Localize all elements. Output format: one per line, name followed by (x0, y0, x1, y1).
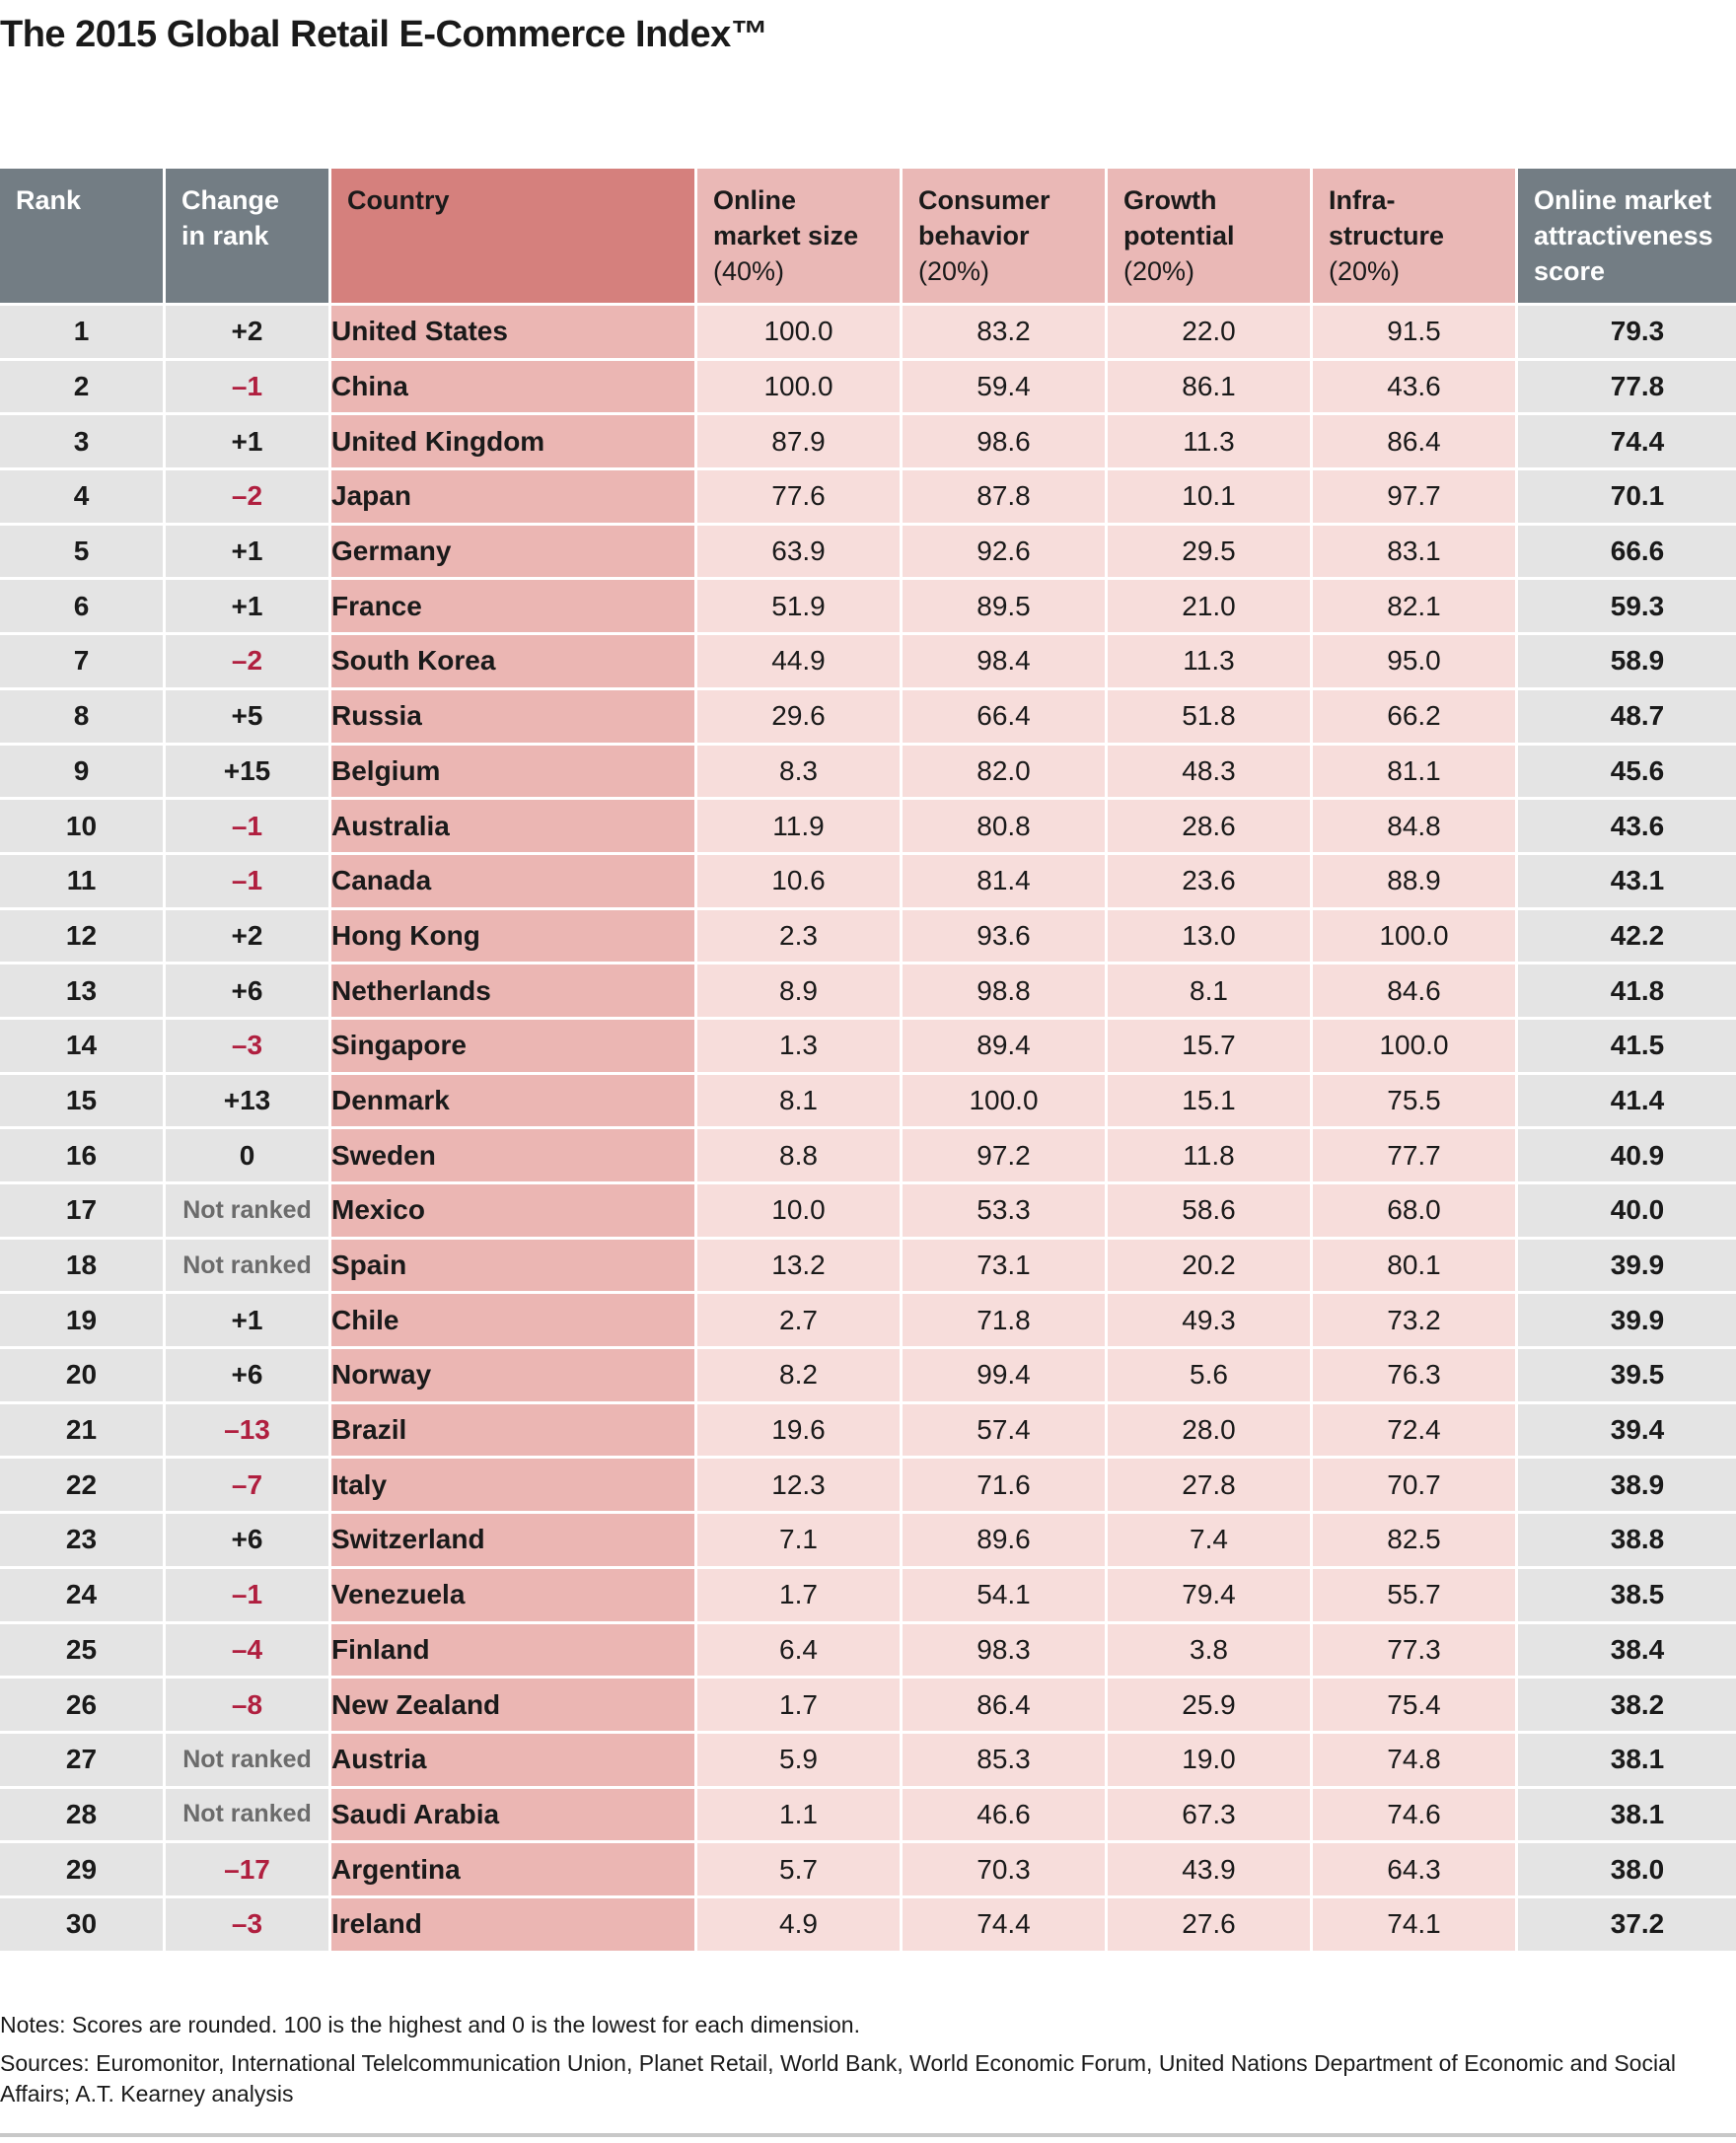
infrastructure-cell: 72.4 (1313, 1404, 1515, 1457)
country-cell: Brazil (331, 1404, 694, 1457)
table-row (0, 1349, 1736, 1401)
market-size-cell: 1.1 (697, 1789, 900, 1841)
score-cell: 38.4 (1518, 1624, 1736, 1677)
score-cell: 59.3 (1518, 580, 1736, 632)
infrastructure-cell: 84.8 (1313, 800, 1515, 852)
country-cell: Hong Kong (331, 910, 694, 963)
country-cell: France (331, 580, 694, 632)
rank-cell: 18 (0, 1240, 163, 1292)
consumer-behavior-cell: 73.1 (903, 1240, 1105, 1292)
score-cell: 39.9 (1518, 1294, 1736, 1346)
country-cell: China (331, 361, 694, 413)
rank-cell: 28 (0, 1789, 163, 1841)
table-row (0, 746, 1736, 798)
market-size-cell: 8.8 (697, 1129, 900, 1181)
header-country: Country (331, 169, 694, 303)
market-size-cell: 8.3 (697, 746, 900, 798)
market-size-cell: 87.9 (697, 415, 900, 467)
market-size-cell: 19.6 (697, 1404, 900, 1457)
score-cell: 39.9 (1518, 1240, 1736, 1292)
market-size-cell: 10.0 (697, 1184, 900, 1237)
country-cell: New Zealand (331, 1679, 694, 1731)
market-size-cell: 44.9 (697, 635, 900, 687)
header-weight: (20%) (918, 256, 990, 286)
consumer-behavior-cell: 99.4 (903, 1349, 1105, 1401)
consumer-behavior-cell: 98.6 (903, 415, 1105, 467)
table-row (0, 1679, 1736, 1731)
country-cell: Japan (331, 470, 694, 523)
market-size-cell: 100.0 (697, 306, 900, 358)
table-row (0, 1569, 1736, 1621)
rank-cell: 2 (0, 361, 163, 413)
table-row (0, 1459, 1736, 1511)
market-size-cell: 10.6 (697, 855, 900, 907)
infrastructure-cell: 43.6 (1313, 361, 1515, 413)
table-row (0, 361, 1736, 413)
table-row (0, 1404, 1736, 1457)
table-row (0, 964, 1736, 1017)
consumer-behavior-cell: 80.8 (903, 800, 1105, 852)
change-cell: +6 (166, 964, 328, 1017)
table-row (0, 1734, 1736, 1786)
change-cell: Not ranked (166, 1184, 328, 1237)
growth-potential-cell: 11.8 (1108, 1129, 1310, 1181)
header-consumer-behavior: Consumer behavior (20%) (903, 169, 1105, 303)
infrastructure-cell: 81.1 (1313, 746, 1515, 798)
growth-potential-cell: 7.4 (1108, 1514, 1310, 1566)
growth-potential-cell: 19.0 (1108, 1734, 1310, 1786)
market-size-cell: 12.3 (697, 1459, 900, 1511)
rank-cell: 10 (0, 800, 163, 852)
market-size-cell: 51.9 (697, 580, 900, 632)
score-cell: 41.5 (1518, 1020, 1736, 1072)
consumer-behavior-cell: 98.8 (903, 964, 1105, 1017)
growth-potential-cell: 10.1 (1108, 470, 1310, 523)
change-cell: –2 (166, 470, 328, 523)
country-cell: Finland (331, 1624, 694, 1677)
rank-cell: 27 (0, 1734, 163, 1786)
infrastructure-cell: 88.9 (1313, 855, 1515, 907)
rank-cell: 3 (0, 415, 163, 467)
growth-potential-cell: 29.5 (1108, 526, 1310, 578)
change-cell: +1 (166, 415, 328, 467)
score-cell: 42.2 (1518, 910, 1736, 963)
country-cell: Canada (331, 855, 694, 907)
growth-potential-cell: 79.4 (1108, 1569, 1310, 1621)
country-cell: Ireland (331, 1898, 694, 1951)
country-cell: Mexico (331, 1184, 694, 1237)
change-cell: –8 (166, 1679, 328, 1731)
score-cell: 38.9 (1518, 1459, 1736, 1511)
growth-potential-cell: 51.8 (1108, 690, 1310, 743)
score-cell: 38.1 (1518, 1789, 1736, 1841)
sources-text: Sources: Euromonitor, International Telelcommunication Union, Planet Retail, World Bank, World Economic Forum, United Nations Department of Economic and Social Affairs; A.T. Kearney analysis (0, 2050, 1676, 2107)
country-cell: Italy (331, 1459, 694, 1511)
market-size-cell: 8.2 (697, 1349, 900, 1401)
infrastructure-cell: 77.3 (1313, 1624, 1515, 1677)
infrastructure-cell: 70.7 (1313, 1459, 1515, 1511)
change-cell: +1 (166, 580, 328, 632)
score-cell: 40.0 (1518, 1184, 1736, 1237)
header-growth-potential: Growth potential (20%) (1108, 169, 1310, 303)
growth-potential-cell: 23.6 (1108, 855, 1310, 907)
rank-cell: 7 (0, 635, 163, 687)
table-header-row (0, 169, 1736, 303)
score-cell: 70.1 (1518, 470, 1736, 523)
country-cell: United States (331, 306, 694, 358)
infrastructure-cell: 91.5 (1313, 306, 1515, 358)
growth-potential-cell: 22.0 (1108, 306, 1310, 358)
growth-potential-cell: 25.9 (1108, 1679, 1310, 1731)
growth-potential-cell: 67.3 (1108, 1789, 1310, 1841)
rank-cell: 1 (0, 306, 163, 358)
infrastructure-cell: 74.8 (1313, 1734, 1515, 1786)
change-cell: –1 (166, 1569, 328, 1621)
country-cell: Saudi Arabia (331, 1789, 694, 1841)
growth-potential-cell: 15.7 (1108, 1020, 1310, 1072)
score-cell: 58.9 (1518, 635, 1736, 687)
growth-potential-cell: 49.3 (1108, 1294, 1310, 1346)
consumer-behavior-cell: 98.4 (903, 635, 1105, 687)
rank-cell: 8 (0, 690, 163, 743)
growth-potential-cell: 28.6 (1108, 800, 1310, 852)
change-cell: –17 (166, 1843, 328, 1895)
market-size-cell: 5.7 (697, 1843, 900, 1895)
country-cell: United Kingdom (331, 415, 694, 467)
country-cell: Denmark (331, 1075, 694, 1127)
consumer-behavior-cell: 71.6 (903, 1459, 1105, 1511)
market-size-cell: 8.1 (697, 1075, 900, 1127)
rank-cell: 19 (0, 1294, 163, 1346)
consumer-behavior-cell: 82.0 (903, 746, 1105, 798)
change-cell: –1 (166, 855, 328, 907)
rank-cell: 12 (0, 910, 163, 963)
country-cell: Austria (331, 1734, 694, 1786)
infrastructure-cell: 75.4 (1313, 1679, 1515, 1731)
infrastructure-cell: 82.5 (1313, 1514, 1515, 1566)
market-size-cell: 29.6 (697, 690, 900, 743)
infrastructure-cell: 86.4 (1313, 415, 1515, 467)
infrastructure-cell: 68.0 (1313, 1184, 1515, 1237)
growth-potential-cell: 86.1 (1108, 361, 1310, 413)
table-row (0, 526, 1736, 578)
growth-potential-cell: 27.8 (1108, 1459, 1310, 1511)
infrastructure-cell: 66.2 (1313, 690, 1515, 743)
rank-cell: 4 (0, 470, 163, 523)
infrastructure-cell: 80.1 (1313, 1240, 1515, 1292)
table-row (0, 1898, 1736, 1951)
change-cell: +6 (166, 1514, 328, 1566)
table-row (0, 910, 1736, 963)
change-cell: +5 (166, 690, 328, 743)
rank-cell: 6 (0, 580, 163, 632)
table-row (0, 1184, 1736, 1237)
score-cell: 40.9 (1518, 1129, 1736, 1181)
consumer-behavior-cell: 57.4 (903, 1404, 1105, 1457)
consumer-behavior-cell: 100.0 (903, 1075, 1105, 1127)
infrastructure-cell: 83.1 (1313, 526, 1515, 578)
market-size-cell: 13.2 (697, 1240, 900, 1292)
infrastructure-cell: 76.3 (1313, 1349, 1515, 1401)
change-cell: +6 (166, 1349, 328, 1401)
change-cell: –3 (166, 1020, 328, 1072)
rank-cell: 17 (0, 1184, 163, 1237)
rank-cell: 24 (0, 1569, 163, 1621)
growth-potential-cell: 28.0 (1108, 1404, 1310, 1457)
consumer-behavior-cell: 81.4 (903, 855, 1105, 907)
consumer-behavior-cell: 98.3 (903, 1624, 1105, 1677)
rank-cell: 26 (0, 1679, 163, 1731)
header-weight: (20%) (1123, 256, 1195, 286)
change-cell: Not ranked (166, 1789, 328, 1841)
infrastructure-cell: 75.5 (1313, 1075, 1515, 1127)
infrastructure-cell: 77.7 (1313, 1129, 1515, 1181)
infrastructure-cell: 74.6 (1313, 1789, 1515, 1841)
bottom-divider (0, 2133, 1736, 2137)
country-cell: Germany (331, 526, 694, 578)
rank-cell: 16 (0, 1129, 163, 1181)
consumer-behavior-cell: 89.6 (903, 1514, 1105, 1566)
consumer-behavior-cell: 85.3 (903, 1734, 1105, 1786)
change-cell: –4 (166, 1624, 328, 1677)
growth-potential-cell: 20.2 (1108, 1240, 1310, 1292)
country-cell: Singapore (331, 1020, 694, 1072)
rank-cell: 23 (0, 1514, 163, 1566)
table-row (0, 470, 1736, 523)
change-cell: +1 (166, 1294, 328, 1346)
infrastructure-cell: 97.7 (1313, 470, 1515, 523)
score-cell: 39.5 (1518, 1349, 1736, 1401)
header-change-in-rank: Change in rank (166, 169, 328, 303)
country-cell: Venezuela (331, 1569, 694, 1621)
market-size-cell: 2.7 (697, 1294, 900, 1346)
consumer-behavior-cell: 97.2 (903, 1129, 1105, 1181)
header-weight: (40%) (713, 256, 785, 286)
country-cell: Belgium (331, 746, 694, 798)
table-row (0, 306, 1736, 358)
score-cell: 41.8 (1518, 964, 1736, 1017)
market-size-cell: 77.6 (697, 470, 900, 523)
infrastructure-cell: 84.6 (1313, 964, 1515, 1017)
score-cell: 48.7 (1518, 690, 1736, 743)
consumer-behavior-cell: 86.4 (903, 1679, 1105, 1731)
market-size-cell: 6.4 (697, 1624, 900, 1677)
consumer-behavior-cell: 46.6 (903, 1789, 1105, 1841)
growth-potential-cell: 3.8 (1108, 1624, 1310, 1677)
change-cell: –13 (166, 1404, 328, 1457)
growth-potential-cell: 58.6 (1108, 1184, 1310, 1237)
country-cell: Russia (331, 690, 694, 743)
page-title: The 2015 Global Retail E-Commerce Index™ (0, 14, 768, 55)
table-row (0, 690, 1736, 743)
change-cell: –1 (166, 361, 328, 413)
change-cell: Not ranked (166, 1240, 328, 1292)
rank-cell: 30 (0, 1898, 163, 1951)
infrastructure-cell: 64.3 (1313, 1843, 1515, 1895)
table-row (0, 580, 1736, 632)
change-cell: 0 (166, 1129, 328, 1181)
market-size-cell: 11.9 (697, 800, 900, 852)
rank-cell: 5 (0, 526, 163, 578)
market-size-cell: 1.7 (697, 1569, 900, 1621)
table-row (0, 1020, 1736, 1072)
consumer-behavior-cell: 92.6 (903, 526, 1105, 578)
country-cell: Spain (331, 1240, 694, 1292)
country-cell: Chile (331, 1294, 694, 1346)
market-size-cell: 4.9 (697, 1898, 900, 1951)
infrastructure-cell: 100.0 (1313, 910, 1515, 963)
growth-potential-cell: 43.9 (1108, 1843, 1310, 1895)
infrastructure-cell: 100.0 (1313, 1020, 1515, 1072)
growth-potential-cell: 48.3 (1108, 746, 1310, 798)
consumer-behavior-cell: 87.8 (903, 470, 1105, 523)
header-weight: (20%) (1329, 256, 1401, 286)
score-cell: 38.8 (1518, 1514, 1736, 1566)
infrastructure-cell: 55.7 (1313, 1569, 1515, 1621)
header-attractiveness-score: Online market attractiveness score (1518, 169, 1736, 303)
rank-cell: 21 (0, 1404, 163, 1457)
score-cell: 38.2 (1518, 1679, 1736, 1731)
growth-potential-cell: 11.3 (1108, 635, 1310, 687)
score-cell: 77.8 (1518, 361, 1736, 413)
score-cell: 66.6 (1518, 526, 1736, 578)
table-row (0, 800, 1736, 852)
table-row (0, 1294, 1736, 1346)
consumer-behavior-cell: 89.5 (903, 580, 1105, 632)
consumer-behavior-cell: 59.4 (903, 361, 1105, 413)
consumer-behavior-cell: 66.4 (903, 690, 1105, 743)
consumer-behavior-cell: 54.1 (903, 1569, 1105, 1621)
score-cell: 38.0 (1518, 1843, 1736, 1895)
notes-text: Notes: Scores are rounded. 100 is the highest and 0 is the lowest for each dimension. (0, 2012, 860, 2037)
ecommerce-index-table (0, 166, 1736, 1954)
score-cell: 45.6 (1518, 746, 1736, 798)
score-cell: 38.5 (1518, 1569, 1736, 1621)
change-cell: Not ranked (166, 1734, 328, 1786)
change-cell: +15 (166, 746, 328, 798)
infrastructure-cell: 74.1 (1313, 1898, 1515, 1951)
table-row (0, 1240, 1736, 1292)
growth-potential-cell: 15.1 (1108, 1075, 1310, 1127)
table-body (0, 306, 1736, 1951)
header-rank: Rank (0, 169, 163, 303)
country-cell: Netherlands (331, 964, 694, 1017)
change-cell: +2 (166, 910, 328, 963)
rank-cell: 13 (0, 964, 163, 1017)
table-row (0, 415, 1736, 467)
consumer-behavior-cell: 53.3 (903, 1184, 1105, 1237)
score-cell: 39.4 (1518, 1404, 1736, 1457)
change-cell: +13 (166, 1075, 328, 1127)
score-cell: 43.1 (1518, 855, 1736, 907)
consumer-behavior-cell: 71.8 (903, 1294, 1105, 1346)
growth-potential-cell: 21.0 (1108, 580, 1310, 632)
table-row (0, 1843, 1736, 1895)
consumer-behavior-cell: 89.4 (903, 1020, 1105, 1072)
table-row (0, 1514, 1736, 1566)
country-cell: Norway (331, 1349, 694, 1401)
market-size-cell: 2.3 (697, 910, 900, 963)
market-size-cell: 5.9 (697, 1734, 900, 1786)
rank-cell: 14 (0, 1020, 163, 1072)
rank-cell: 22 (0, 1459, 163, 1511)
table-row (0, 1075, 1736, 1127)
infrastructure-cell: 82.1 (1313, 580, 1515, 632)
country-cell: Australia (331, 800, 694, 852)
rank-cell: 20 (0, 1349, 163, 1401)
change-cell: +1 (166, 526, 328, 578)
score-cell: 38.1 (1518, 1734, 1736, 1786)
table-row (0, 1624, 1736, 1677)
table-row (0, 1789, 1736, 1841)
change-cell: –2 (166, 635, 328, 687)
change-cell: –7 (166, 1459, 328, 1511)
change-cell: –3 (166, 1898, 328, 1951)
growth-potential-cell: 13.0 (1108, 910, 1310, 963)
growth-potential-cell: 5.6 (1108, 1349, 1310, 1401)
rank-cell: 15 (0, 1075, 163, 1127)
score-cell: 43.6 (1518, 800, 1736, 852)
change-cell: –1 (166, 800, 328, 852)
market-size-cell: 8.9 (697, 964, 900, 1017)
country-cell: Argentina (331, 1843, 694, 1895)
score-cell: 79.3 (1518, 306, 1736, 358)
infrastructure-cell: 95.0 (1313, 635, 1515, 687)
market-size-cell: 1.3 (697, 1020, 900, 1072)
infrastructure-cell: 73.2 (1313, 1294, 1515, 1346)
market-size-cell: 63.9 (697, 526, 900, 578)
consumer-behavior-cell: 93.6 (903, 910, 1105, 963)
market-size-cell: 100.0 (697, 361, 900, 413)
consumer-behavior-cell: 74.4 (903, 1898, 1105, 1951)
consumer-behavior-cell: 83.2 (903, 306, 1105, 358)
consumer-behavior-cell: 70.3 (903, 1843, 1105, 1895)
country-cell: Switzerland (331, 1514, 694, 1566)
table-row (0, 1129, 1736, 1181)
header-online-market-size: Online market size (40%) (697, 169, 900, 303)
market-size-cell: 1.7 (697, 1679, 900, 1731)
rank-cell: 25 (0, 1624, 163, 1677)
growth-potential-cell: 8.1 (1108, 964, 1310, 1017)
rank-cell: 11 (0, 855, 163, 907)
header-infrastructure: Infra-structure (20%) (1313, 169, 1515, 303)
footnotes (0, 2010, 1716, 2117)
growth-potential-cell: 11.3 (1108, 415, 1310, 467)
market-size-cell: 7.1 (697, 1514, 900, 1566)
score-cell: 74.4 (1518, 415, 1736, 467)
change-cell: +2 (166, 306, 328, 358)
table-row (0, 855, 1736, 907)
rank-cell: 9 (0, 746, 163, 798)
country-cell: Sweden (331, 1129, 694, 1181)
score-cell: 41.4 (1518, 1075, 1736, 1127)
rank-cell: 29 (0, 1843, 163, 1895)
country-cell: South Korea (331, 635, 694, 687)
score-cell: 37.2 (1518, 1898, 1736, 1951)
table-row (0, 635, 1736, 687)
growth-potential-cell: 27.6 (1108, 1898, 1310, 1951)
